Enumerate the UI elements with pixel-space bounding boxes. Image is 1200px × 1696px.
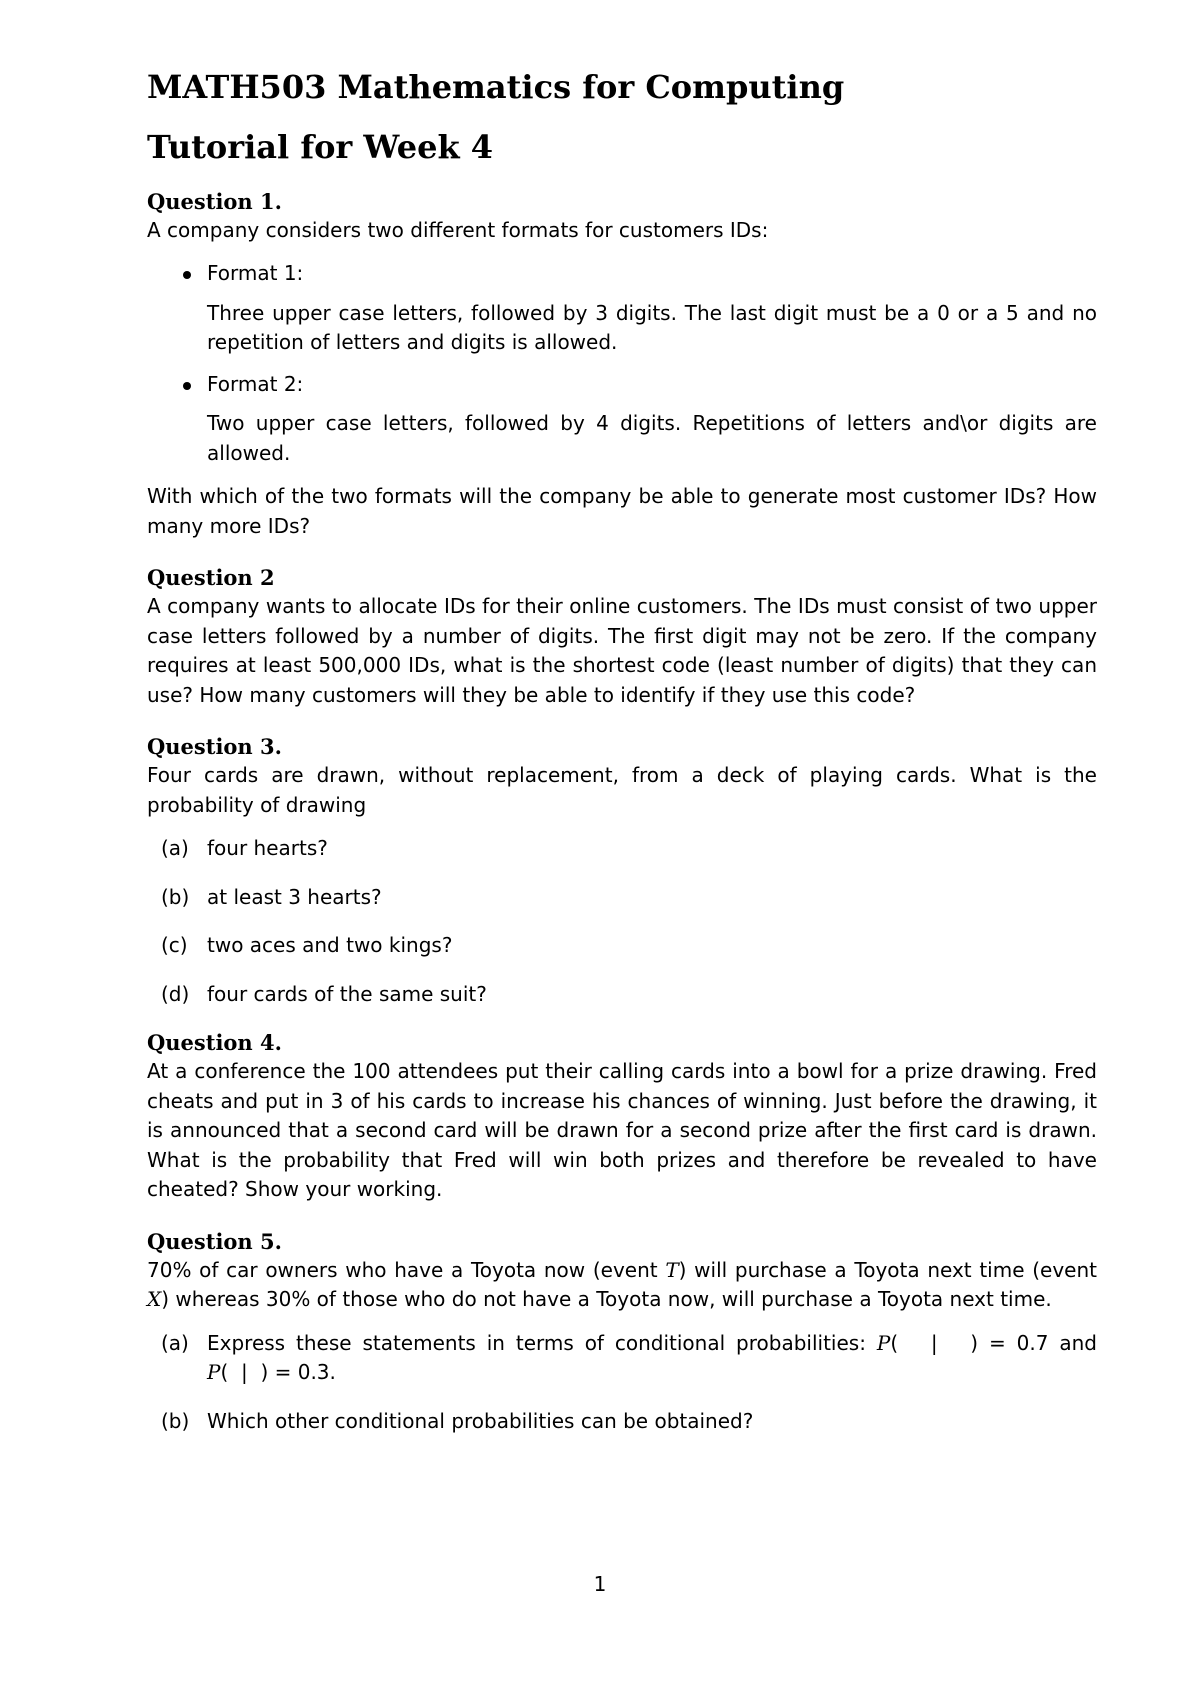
question-5-parts (147, 1329, 1097, 1437)
part-a-text: Express these statements in terms of conditional probabilities: (207, 1330, 877, 1355)
and-word: and (1048, 1330, 1097, 1355)
event-t-symbol: T (665, 1257, 679, 1282)
question-4 (147, 1028, 1097, 1205)
question-4-heading: Question 4. (147, 1030, 282, 1056)
part-text: at least 3 hearts? (207, 884, 382, 909)
conditional-expression: ( | ) = 0.3. (220, 1360, 336, 1385)
probability-symbol: P (876, 1330, 891, 1355)
part-label: (c) (161, 933, 188, 958)
part-text: Which other conditional probabilities can be obtained? (207, 1408, 754, 1433)
question-1 (147, 187, 1097, 542)
document-page (147, 60, 1097, 1458)
probability-symbol: P (207, 1360, 221, 1385)
event-x-symbol: X (147, 1287, 162, 1312)
part-label: (b) (161, 884, 190, 909)
question-2-heading: Question 2 (147, 565, 275, 591)
question-5-heading: Question 5. (147, 1228, 282, 1254)
bullet-icon (183, 382, 191, 390)
question-3-heading: Question 3. (147, 734, 282, 760)
question-1-heading: Question 1. (147, 188, 282, 214)
page-number: 1 (593, 1572, 607, 1596)
part-text: four hearts? (207, 836, 328, 861)
question-3 (147, 732, 1097, 1009)
bullet-icon (183, 271, 191, 279)
format-item (147, 370, 1097, 469)
list-item (147, 834, 1097, 864)
question-3-intro: Four cards are drawn, without replacement, from a deck of playing cards. What is the probability of drawing (147, 763, 1097, 817)
list-item (147, 1407, 1097, 1437)
list-item (147, 1329, 1097, 1388)
question-2 (147, 563, 1097, 710)
intro-text: ) whereas 30% of those who do not have a Toyota now, will purchase a Toyota next time. (161, 1287, 1052, 1312)
part-label: (d) (161, 981, 190, 1006)
list-item (147, 980, 1097, 1010)
intro-text: ) will purchase a Toyota next time (event (678, 1257, 1097, 1282)
part-label: (a) (161, 836, 189, 861)
question-5 (147, 1227, 1097, 1437)
format-label: Format 2: (207, 371, 304, 396)
list-item (147, 883, 1097, 913)
question-5-intro (147, 1256, 1097, 1315)
part-text (207, 1329, 1097, 1388)
format-label: Format 1: (207, 261, 304, 286)
tutorial-title: Tutorial for Week 4 (147, 128, 494, 167)
part-label: (a) (161, 1330, 189, 1355)
format-list (147, 259, 1097, 468)
part-text: four cards of the same suit? (207, 981, 487, 1006)
list-item (147, 931, 1097, 961)
question-2-text: A company wants to allocate IDs for their online customers. The IDs must consist of two upper case letters followed by a number of digits. The first digit may not be zero. If the company requires at least 500,000 IDs, what is the shortest code (least number of digits) that they can use? How many customers will they be able to identify if they use this code? (147, 594, 1097, 707)
intro-text: 70% of car owners who have a Toyota now (event (147, 1257, 666, 1282)
question-4-text: At a conference the 100 attendees put their calling cards into a bowl for a prize drawing. Fred cheats and put in 3 of his cards to increase his chances of winning. Just before the drawing, it is announced that a second card will be drawn for a second prize after the first card is drawn. What is the probability that Fred will win both prizes and therefore be revealed to have cheated? Show your working. (147, 1059, 1097, 1202)
question-1-text: With which of the two formats will the company be able to generate most customer IDs? How many more IDs? (147, 484, 1097, 538)
conditional-expression: ( | ) = 0.7 (890, 1330, 1049, 1355)
format-text: Two upper case letters, followed by 4 digits. Repetitions of letters and\or digits are allowed. (207, 411, 1097, 465)
course-title: MATH503 Mathematics for Computing (147, 68, 845, 106)
format-text: Three upper case letters, followed by 3 digits. The last digit must be a 0 or a 5 and no repetition of letters and digits is allowed. (207, 300, 1097, 355)
format-item (147, 259, 1097, 358)
question-3-parts (147, 834, 1097, 1009)
part-text: two aces and two kings? (207, 933, 453, 958)
part-label: (b) (161, 1408, 190, 1433)
question-1-intro: A company considers two different formats for customers IDs: (147, 217, 769, 242)
